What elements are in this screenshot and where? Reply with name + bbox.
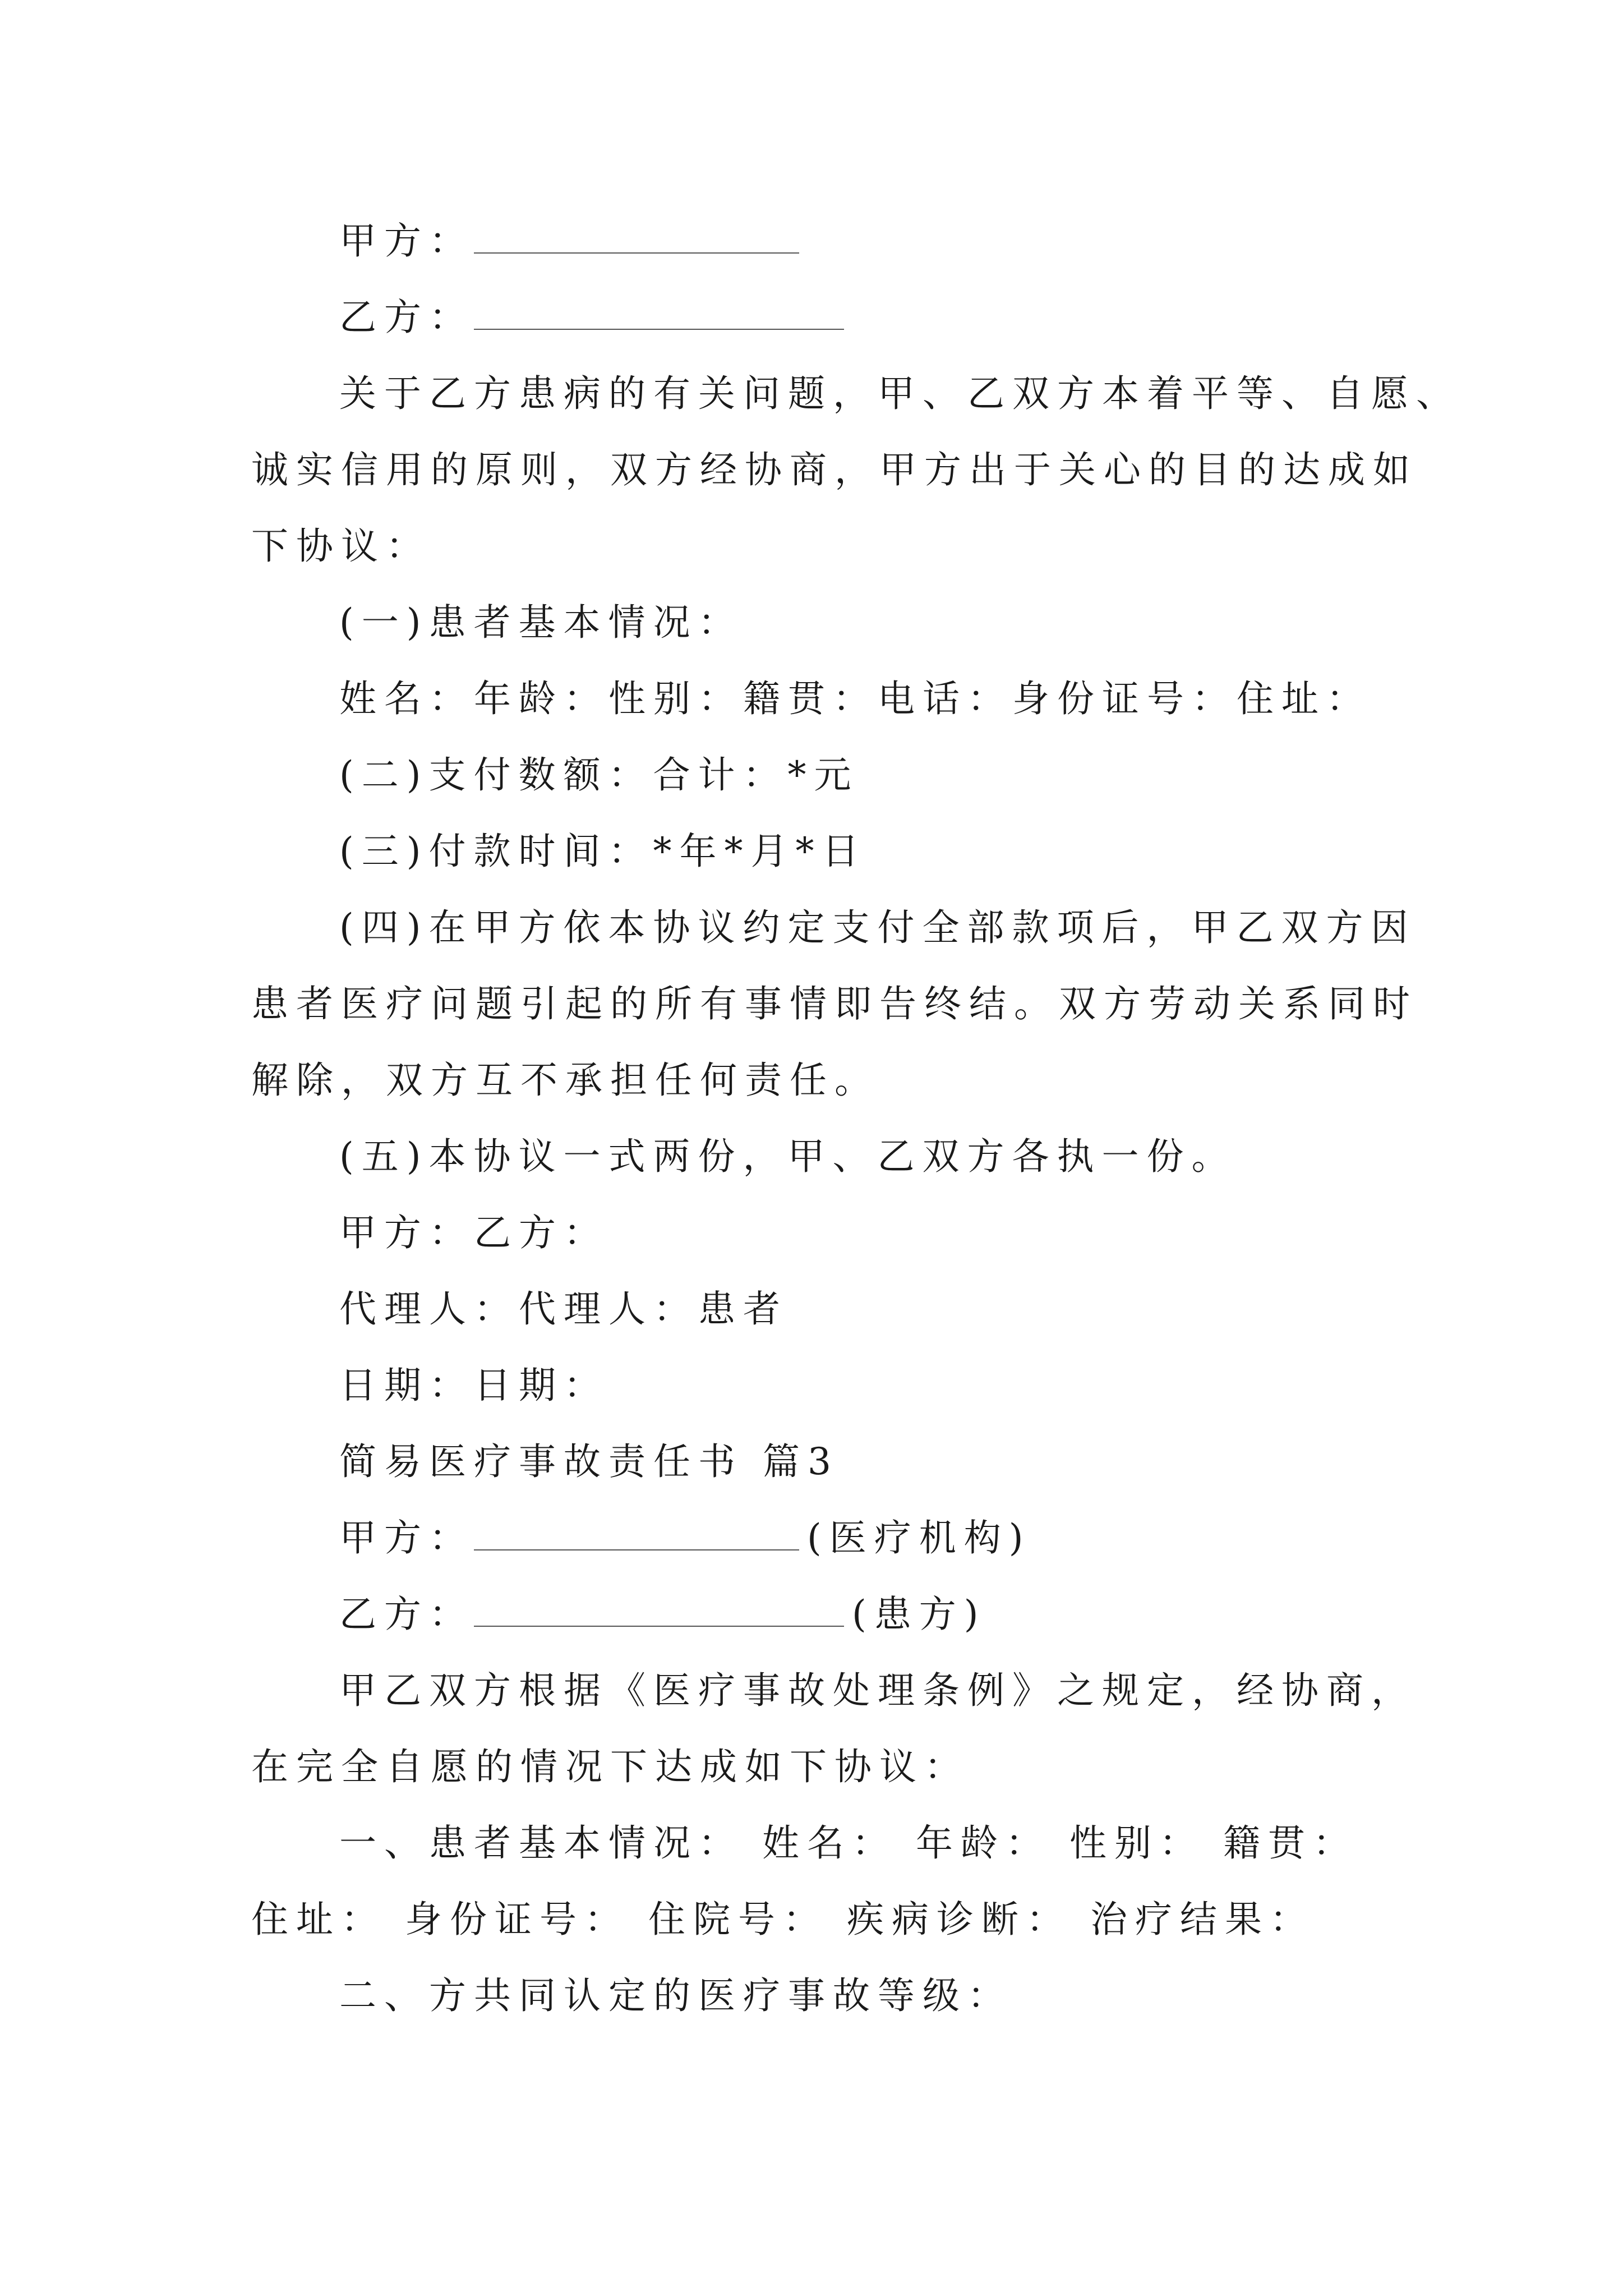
- s3-party-a-note: (医疗机构): [807, 1516, 1031, 1559]
- s3-field-admission-number: 住院号：: [648, 1898, 828, 1941]
- s3-party-b-note: (患方): [852, 1593, 986, 1636]
- section3-title: 简易医疗事故责任书 篇3: [339, 1440, 839, 1483]
- sign-parties: 甲方：乙方：: [339, 1211, 608, 1254]
- party-b-line: [339, 292, 852, 343]
- s3-party-b-blank: [474, 1592, 844, 1627]
- party-a-label: 甲方：: [339, 219, 474, 263]
- s3-item2: 二、方共同认定的医疗事故等级：: [339, 1974, 1012, 2017]
- item1-fields: 姓名：年龄：性别：籍贯：电话：身份证号：住址：: [339, 677, 1371, 720]
- s3-intro-line-1: 甲乙双方根据《医疗事故处理条例》之规定，经协商，: [339, 1669, 1416, 1712]
- s3-field-age: 年龄：: [916, 1821, 1050, 1865]
- s3-party-b-line: [339, 1589, 986, 1640]
- sign-dates: 日期：日期：: [339, 1364, 608, 1407]
- s3-field-origin: 籍贯：: [1223, 1821, 1358, 1865]
- s3-item1-title: 一、患者基本情况：: [339, 1821, 743, 1865]
- s3-item1-line-2: [251, 1894, 1315, 1945]
- s3-field-id-number: 身份证号：: [405, 1898, 629, 1941]
- s3-party-a-blank: [474, 1516, 799, 1550]
- party-a-line: [339, 216, 807, 266]
- s3-field-treatment-result: 治疗结果：: [1090, 1898, 1315, 1941]
- intro-line-2: 诚实信用的原则，双方经协商，甲方出于关心的目的达成如: [251, 448, 1418, 491]
- item3-payment-time: (三)付款时间：*年*月*日: [339, 830, 867, 873]
- sign-agents: 代理人：代理人：患者: [339, 1287, 788, 1331]
- item5: (五)本协议一式两份，甲、乙双方各执一份。: [339, 1135, 1237, 1178]
- s3-intro-line-2: 在完全自愿的情况下达成如下协议：: [251, 1745, 969, 1788]
- party-b-blank: [474, 295, 844, 330]
- s3-field-address: 住址：: [251, 1898, 386, 1941]
- party-a-blank: [474, 219, 799, 254]
- s3-field-name: 姓名：: [762, 1821, 897, 1865]
- item1-title: (一)患者基本情况：: [339, 601, 743, 644]
- item2-amount: (二)支付数额：合计：*元: [339, 753, 859, 797]
- s3-party-b-label: 乙方：: [339, 1593, 474, 1636]
- item4-line-2: 患者医疗问题引起的所有事情即告终结。双方劳动关系同时: [251, 982, 1418, 1025]
- s3-party-a-label: 甲方：: [339, 1516, 474, 1559]
- item4-line-1: (四)在甲方依本协议约定支付全部款项后，甲乙双方因: [339, 906, 1416, 949]
- s3-field-gender: 性别：: [1069, 1821, 1204, 1865]
- s3-item1-line-1: [339, 1818, 1358, 1869]
- party-b-label: 乙方：: [339, 296, 474, 339]
- intro-line-1: 关于乙方患病的有关问题，甲、乙双方本着平等、自愿、: [339, 372, 1461, 415]
- s3-field-diagnosis: 疾病诊断：: [847, 1898, 1071, 1941]
- item4-line-3: 解除，双方互不承担任何责任。: [251, 1059, 879, 1102]
- intro-line-3: 下协议：: [251, 524, 431, 568]
- s3-party-a-line: [339, 1513, 1031, 1563]
